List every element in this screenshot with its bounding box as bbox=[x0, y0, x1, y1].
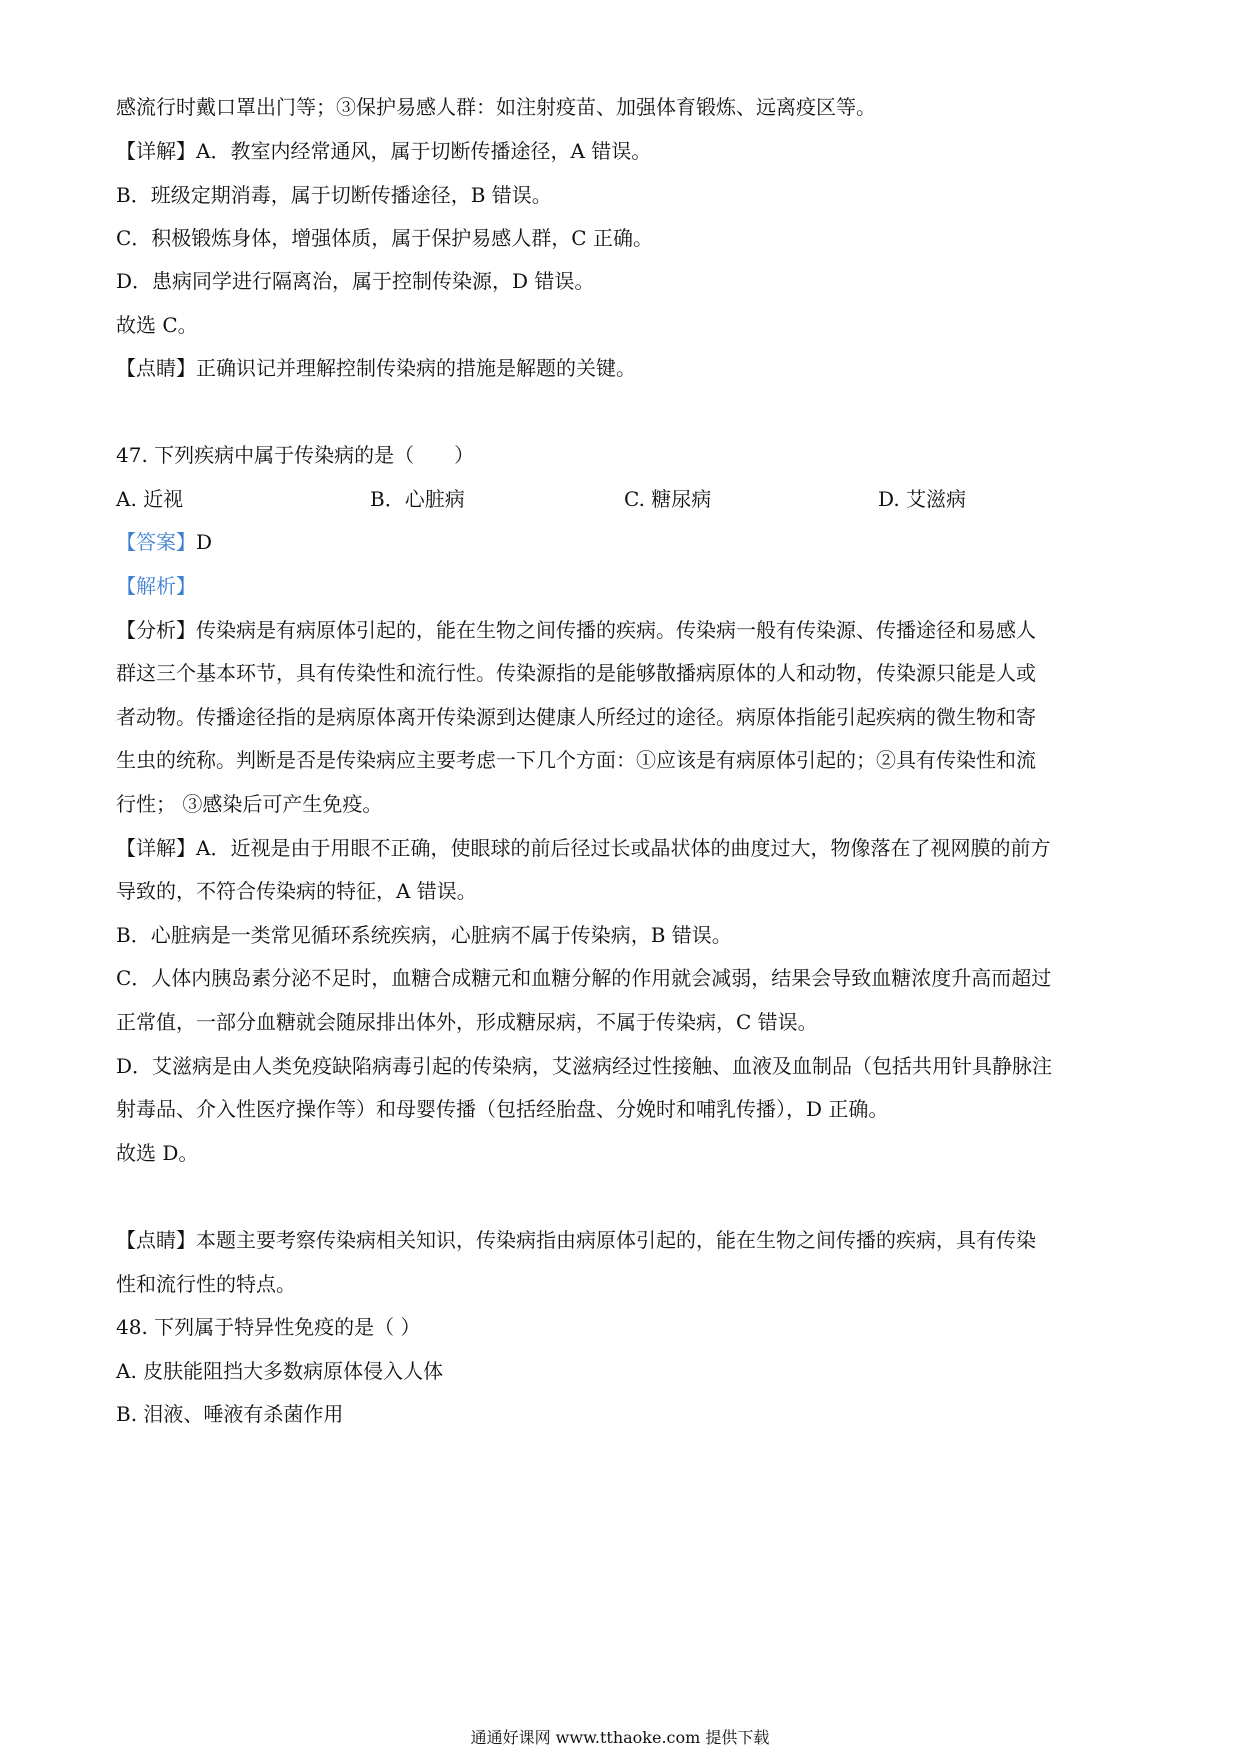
q46-choose: 故选 C。 bbox=[116, 313, 198, 337]
q47-choose: 故选 D。 bbox=[116, 1141, 199, 1165]
tip-tag: 【点睛】 bbox=[116, 1228, 196, 1252]
q47-detail-d2: 射毒品、介入性医疗操作等）和母婴传播（包括经胎盘、分娩时和哺乳传播），D 正确。 bbox=[116, 1097, 889, 1121]
page-footer: 通通好课网 www.tthaoke.com 提供下载 bbox=[470, 1728, 770, 1747]
q47-detail-a2: 导致的，不符合传染病的特征，A 错误。 bbox=[116, 879, 477, 903]
q48-option-b: B. 泪液、唾液有杀菌作用 bbox=[116, 1402, 344, 1426]
tip-tag: 【点睛】 bbox=[116, 356, 196, 380]
q47-analysis-tag: 【解析】 bbox=[116, 574, 196, 598]
q46-measure-line: 感流行时戴口罩出门等；③保护易感人群：如注射疫苗、加强体育锻炼、远离疫区等。 bbox=[116, 95, 876, 119]
q48-option-a: A. 皮肤能阻挡大多数病原体侵入人体 bbox=[116, 1359, 444, 1383]
q46-detail-a bbox=[116, 137, 1136, 165]
q46-detail-b: B．班级定期消毒，属于切断传播途径，B 错误。 bbox=[116, 183, 552, 207]
q47-fenxi-3: 者动物。传播途径指的是病原体离开传染源到达健康人所经过的途径。病原体指能引起疾病的微生物和寄 bbox=[116, 705, 1036, 729]
q47-tip-1 bbox=[116, 1226, 1136, 1254]
tip-text: 正确识记并理解控制传染病的措施是解题的关键。 bbox=[196, 356, 636, 380]
q47-option-b: B．心脏病 bbox=[370, 487, 465, 511]
q47-detail-c2: 正常值，一部分血糖就会随尿排出体外，形成糖尿病，不属于传染病，C 错误。 bbox=[116, 1010, 818, 1034]
q47-detail-d1: D．艾滋病是由人类免疫缺陷病毒引起的传染病，艾滋病经过性接触、血液及血制品（包括共用针具静脉注 bbox=[116, 1054, 1053, 1078]
answer-tag: 【答案】 bbox=[116, 530, 196, 554]
q47-answer bbox=[116, 528, 1136, 556]
q46-detail-d: D．患病同学进行隔离治，属于控制传染源，D 错误。 bbox=[116, 269, 595, 293]
q47-tip-2: 性和流行性的特点。 bbox=[116, 1272, 296, 1296]
fenxi-text: 传染病是有病原体引起的，能在生物之间传播的疾病。传染病一般有传染源、传播途径和易感人 bbox=[196, 618, 1036, 642]
detail-text: A．教室内经常通风，属于切断传播途径，A 错误。 bbox=[196, 139, 652, 163]
q46-tip bbox=[116, 354, 1136, 382]
q47-fenxi-1 bbox=[116, 616, 1136, 644]
q46-detail-c: C．积极锻炼身体，增强体质，属于保护易感人群，C 正确。 bbox=[116, 226, 653, 250]
q47-fenxi-2: 群这三个基本环节，具有传染性和流行性。传染源指的是能够散播病原体的人和动物，传染源只能是人或 bbox=[116, 661, 1036, 685]
detail-text: A．近视是由于用眼不正确，使眼球的前后径过长或晶状体的曲度过大，物像落在了视网膜的前方 bbox=[196, 836, 1051, 860]
q47-detail-b: B．心脏病是一类常见循环系统疾病，心脏病不属于传染病，B 错误。 bbox=[116, 923, 732, 947]
q47-question: 47. 下列疾病中属于传染病的是（ ） bbox=[116, 443, 475, 467]
q47-detail-c1: C．人体内胰岛素分泌不足时，血糖合成糖元和血糖分解的作用就会减弱，结果会导致血糖浓度升高而超过 bbox=[116, 966, 1052, 990]
q47-fenxi-5: 行性； ③感染后可产生免疫。 bbox=[116, 792, 383, 816]
q48-question: 48. 下列属于特异性免疫的是（ ） bbox=[116, 1315, 421, 1339]
q47-option-c: C. 糖尿病 bbox=[624, 487, 712, 511]
q47-fenxi-4: 生虫的统称。判断是否是传染病应主要考虑一下几个方面：①应该是有病原体引起的；②具有传染性和流 bbox=[116, 748, 1036, 772]
q47-option-a: A. 近视 bbox=[116, 487, 184, 511]
q47-option-d: D. 艾滋病 bbox=[878, 487, 967, 511]
q47-detail-a1 bbox=[116, 834, 1136, 862]
detail-tag: 【详解】 bbox=[116, 139, 196, 163]
tip-text: 本题主要考察传染病相关知识，传染病指由病原体引起的，能在生物之间传播的疾病，具有传染 bbox=[196, 1228, 1036, 1252]
fenxi-tag: 【分析】 bbox=[116, 618, 196, 642]
answer-value: D bbox=[196, 530, 213, 554]
detail-tag: 【详解】 bbox=[116, 836, 196, 860]
